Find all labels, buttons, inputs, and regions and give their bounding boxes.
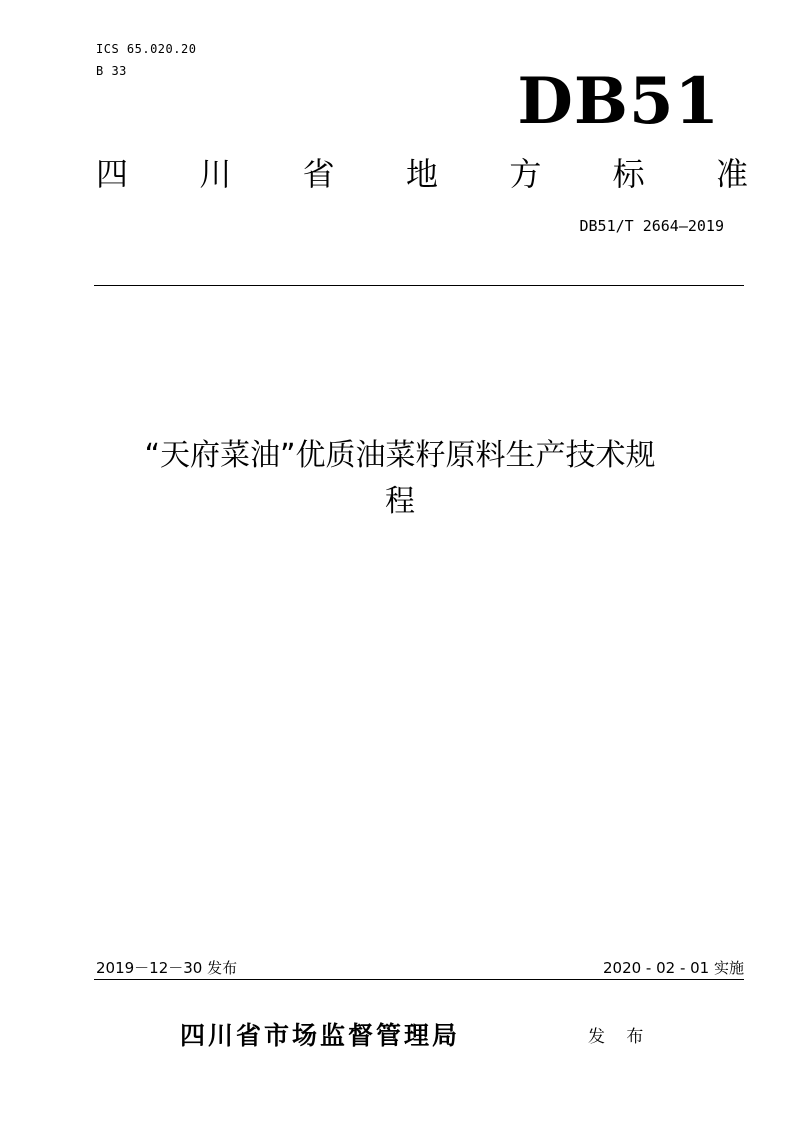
standard-type-char: 省 bbox=[302, 155, 335, 193]
standard-type-char: 川 bbox=[199, 155, 232, 193]
issuing-authority: 四川省市场监督管理局 bbox=[180, 1021, 461, 1050]
document-title-line-2: 程 bbox=[385, 484, 415, 519]
standard-type-char: 准 bbox=[715, 155, 748, 193]
standard-logo: DB51 bbox=[517, 64, 720, 139]
standard-type-char: 地 bbox=[405, 155, 438, 193]
issue-date: 2019－12－30 发布 bbox=[96, 959, 238, 977]
standard-type-char: 标 bbox=[612, 155, 645, 193]
ics-code: ICS 65.020.20 bbox=[96, 42, 197, 56]
implementation-date: 2020 - 02 - 01 实施 bbox=[602, 959, 744, 977]
standard-type-char: 四 bbox=[96, 155, 129, 193]
standard-type-char: 方 bbox=[509, 155, 542, 193]
issuing-authority-suffix: 发 布 bbox=[588, 1027, 652, 1047]
standard-number: DB51/T 2664—2019 bbox=[579, 217, 724, 235]
document-title-line-1: “天府菜油”优质油菜籽原料生产技术规 bbox=[144, 438, 656, 473]
bottom-divider bbox=[94, 979, 744, 980]
document-title bbox=[80, 433, 720, 525]
top-divider bbox=[94, 285, 744, 286]
standard-type bbox=[96, 152, 748, 196]
ccs-code: B 33 bbox=[96, 64, 127, 78]
